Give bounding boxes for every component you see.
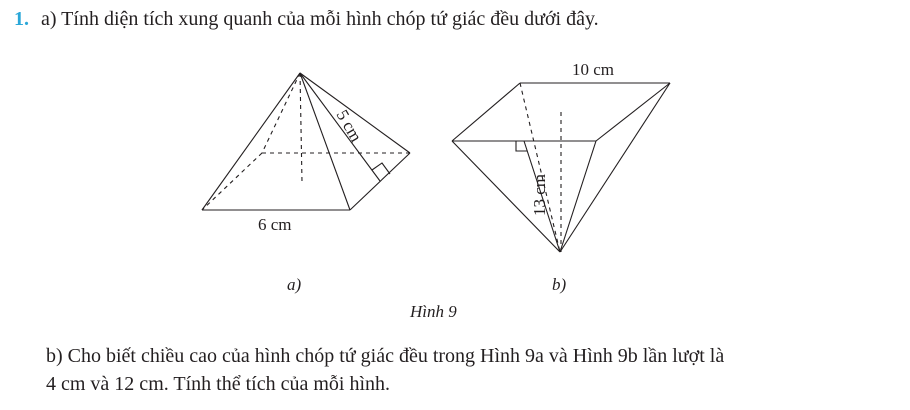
figure-a-slant-label: 5 cm xyxy=(332,106,366,146)
figure-b-slant-label: 13 cm xyxy=(530,173,549,216)
question-part-b xyxy=(46,342,896,398)
part-b-line-1: b) Cho biết chiều cao của hình chóp tứ giác đều trong Hình 9a và Hình 9b lần lượt là xyxy=(46,345,725,367)
figure-b-top-label: 10 cm xyxy=(572,60,615,79)
question-number: 1. xyxy=(14,8,29,30)
figure-a-subcaption: a) xyxy=(287,275,302,294)
pyramid-b xyxy=(452,83,670,252)
figure-caption: Hình 9 xyxy=(410,302,457,321)
question-part-a-text: a) Tính diện tích xung quanh của mỗi hình chóp tứ giác đều dưới đây. xyxy=(41,8,599,30)
part-b-line-2: 4 cm và 12 cm. Tính thể tích của mỗi hình. xyxy=(46,373,391,395)
figure-a-base-label: 6 cm xyxy=(258,215,292,234)
pyramid-a xyxy=(202,73,410,210)
figure-b-subcaption: b) xyxy=(552,275,567,294)
